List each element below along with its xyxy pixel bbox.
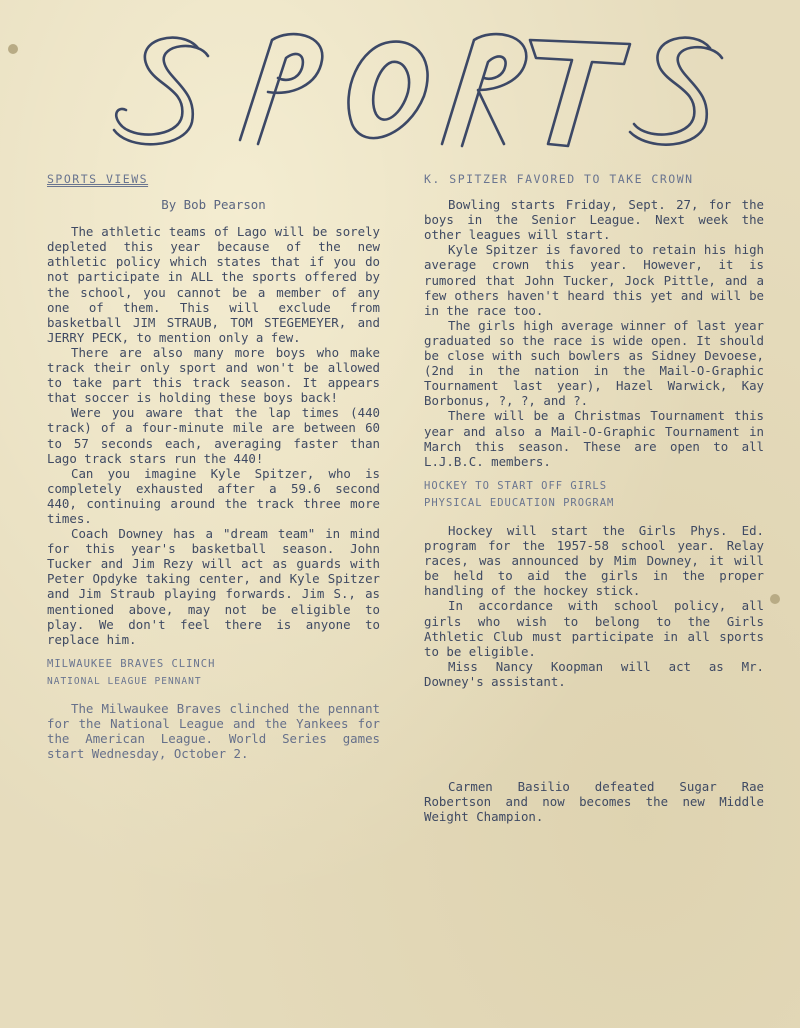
article-paragraph: There are also many more boys who make track their only sport and won't be allowed to take part this track season. It appears that soccer is holding these boys back! [47,344,380,406]
news-heading: NATIONAL LEAGUE PENNANT [47,675,202,687]
hockey-heading: PHYSICAL EDUCATION PROGRAM [424,496,615,509]
hockey-paragraph: In accordance with school policy, all girls who wish to belong to the Girls Athletic Club must participate in all sports to be eligible. [424,598,764,659]
right-column [424,172,764,824]
byline: By Bob Pearson [161,197,266,213]
bowling-paragraph: Bowling starts Friday, Sept. 27, for the boys in the Senior League. Next week the other leagues will start. [424,197,764,243]
bowling-paragraph: Kyle Spitzer is favored to retain his high average crown this year. However, it is rumored that John Tucker, Jock Pittle, and a few others haven't heard this yet and will be in the race too. [424,242,764,318]
article-paragraph: Can you imagine Kyle Spitzer, who is completely exhausted after a 59.6 second 440, continuing around the track three more times. [47,465,380,526]
article-paragraph: Coach Downey has a "dream team" in mind for this year's basketball season. John Tucker and Jim Rezy will act as guards with Peter Opdyke taking center, and Kyle Spitzer and Jim Straub playing forwards. Jim S., as mentioned above, may not be eligible to play. We don't feel there is anyone to replace him. [47,526,380,647]
bowling-paragraph: There will be a Christmas Tournament this year and also a Mail-O-Graphic Tournament in March this season. These are open to all L.J.B.C. members. [424,408,764,469]
punch-hole [770,594,780,604]
masthead [90,20,730,155]
article-paragraph: Were you aware that the lap times (440 track) of a four-minute mile are between 60 to 57 seconds each, averaging faster than Lago track stars run the 440! [47,405,380,466]
boxing-paragraph: Carmen Basilio defeated Sugar Rae Robertson and now becomes the new Middle Weight Champion. [424,779,764,825]
article-paragraph: The athletic teams of Lago will be sorely depleted this year because of the new athletic policy which states that if you do not participate in ALL the sports offered by the school, you cannot be a member of any one of them. This will exclude from basketball JIM STRAUB, TOM STEGEMEYER, and JERRY PECK, to mention only a few. [47,224,380,345]
news-heading: MILWAUKEE BRAVES CLINCH [47,657,216,670]
hockey-paragraph: Hockey will start the Girls Phys. Ed. program for the 1957-58 school year. Relay races, was announced by Mim Downey, it will be held to aid the girls in the proper handling of the hockey stick. [424,522,764,599]
bowling-paragraph: The girls high average winner of last year graduated so the race is wide open. It should be close with such bowlers as Sidney Devoese, (2nd in the nation in the Mail-O-Graphic Tournament last year), Hazel Warwick, Kay Borbonus, ?, ?, and ?. [424,317,764,409]
hockey-paragraph: Miss Nancy Koopman will act as Mr. Downey's assistant. [424,658,764,689]
column-heading: SPORTS VIEWS [47,172,149,186]
sports-title-art [90,20,730,155]
hockey-heading: HOCKEY TO START OFF GIRLS [424,479,608,492]
punch-hole [8,44,18,54]
left-column [47,172,380,761]
news-paragraph: The Milwaukee Braves clinched the pennant for the National League and the Yankees for the American League. World Series games start Wednesday, October 2. [47,701,380,762]
column-heading: K. SPITZER FAVORED TO TAKE CROWN [424,172,694,186]
